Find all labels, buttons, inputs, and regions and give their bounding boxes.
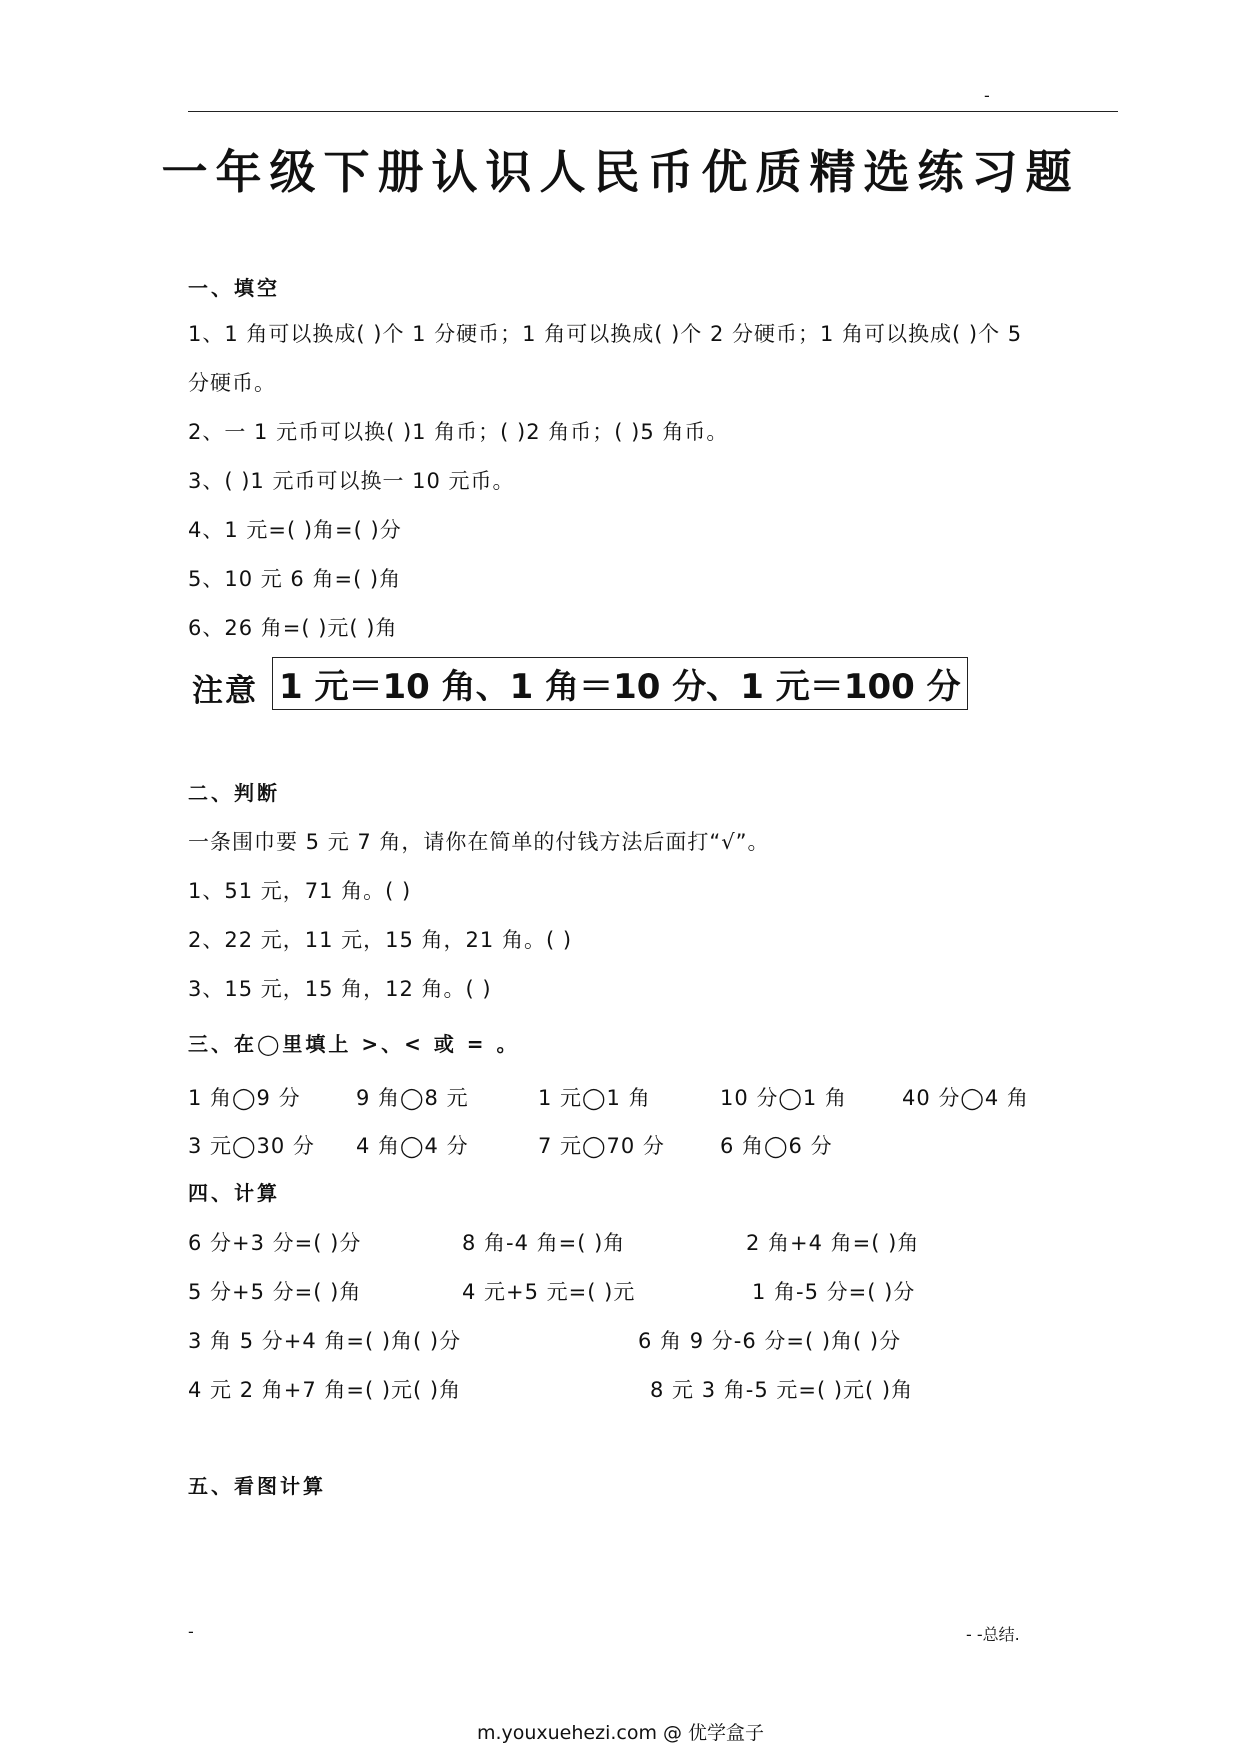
footer-right: - -总结. [966,1625,1020,1644]
calc-item: 1 角-5 分=( )分 [752,1280,916,1304]
fill-line-3: 3、( )1 元币可以换一 10 元币。 [188,469,515,493]
compare-item: 1 角◯9 分 [188,1086,301,1110]
calc-item: 8 角-4 角=( )角 [462,1231,626,1255]
calc-item: 6 分+3 分=( )分 [188,1231,362,1255]
fill-line-1-cont: 分硬币。 [188,371,276,395]
compare-item: 7 元◯70 分 [538,1134,665,1158]
calc-item: 4 元+5 元=( )元 [462,1280,636,1304]
footer-left: - [188,1622,194,1641]
section1-heading: 一、填空 [188,276,280,300]
calc-item: 8 元 3 角-5 元=( )元( )角 [650,1378,914,1402]
calc-item: 6 角 9 分-6 分=( )角( )分 [638,1329,902,1353]
header-rule [188,111,1118,112]
note-box: 1 元＝10 角、1 角＝10 分、1 元＝100 分 [272,657,968,710]
note-label: 注意 [192,673,258,709]
watermark-text: m.youxuehezi.com @ 优学盒子 [476,1722,765,1744]
judge-intro: 一条围巾要 5 元 7 角，请你在简单的付钱方法后面打“√”。 [188,830,770,854]
calc-item: 4 元 2 角+7 角=( )元( )角 [188,1378,462,1402]
section3-heading: 三、在◯里填上 >、< 或 = 。 [188,1032,520,1056]
section2-heading: 二、判断 [188,781,280,805]
calc-item: 3 角 5 分+4 角=( )角( )分 [188,1329,462,1353]
calc-item: 5 分+5 分=( )角 [188,1280,362,1304]
compare-item: 1 元◯1 角 [538,1086,651,1110]
judge-item-2: 2、22 元，11 元，15 角，21 角。( ) [188,928,573,952]
fill-line-5: 5、10 元 6 角=( )角 [188,567,402,591]
section4-heading: 四、计算 [188,1181,280,1205]
fill-line-4: 4、1 元=( )角=( )分 [188,518,402,542]
fill-line-1: 1、1 角可以换成( )个 1 分硬币；1 角可以换成( )个 2 分硬币；1 角可以换成( )个 5 [188,322,1023,346]
compare-item: 4 角◯4 分 [356,1134,469,1158]
calc-item: 2 角+4 角=( )角 [746,1231,920,1255]
compare-item: 10 分◯1 角 [720,1086,847,1110]
fill-line-2: 2、一 1 元币可以换( )1 角币；( )2 角币；( )5 角币。 [188,420,729,444]
judge-item-3: 3、15 元，15 角，12 角。( ) [188,977,492,1001]
compare-item: 3 元◯30 分 [188,1134,315,1158]
page-title: 一年级下册认识人民币优质精选练习题 [161,145,1080,199]
header-dash: - [984,86,990,105]
judge-item-1: 1、51 元，71 角。( ) [188,879,412,903]
fill-line-6: 6、26 角=( )元( )角 [188,616,398,640]
section5-heading: 五、看图计算 [188,1474,326,1498]
compare-item: 6 角◯6 分 [720,1134,833,1158]
compare-item: 40 分◯4 角 [902,1086,1029,1110]
compare-item: 9 角◯8 元 [356,1086,469,1110]
